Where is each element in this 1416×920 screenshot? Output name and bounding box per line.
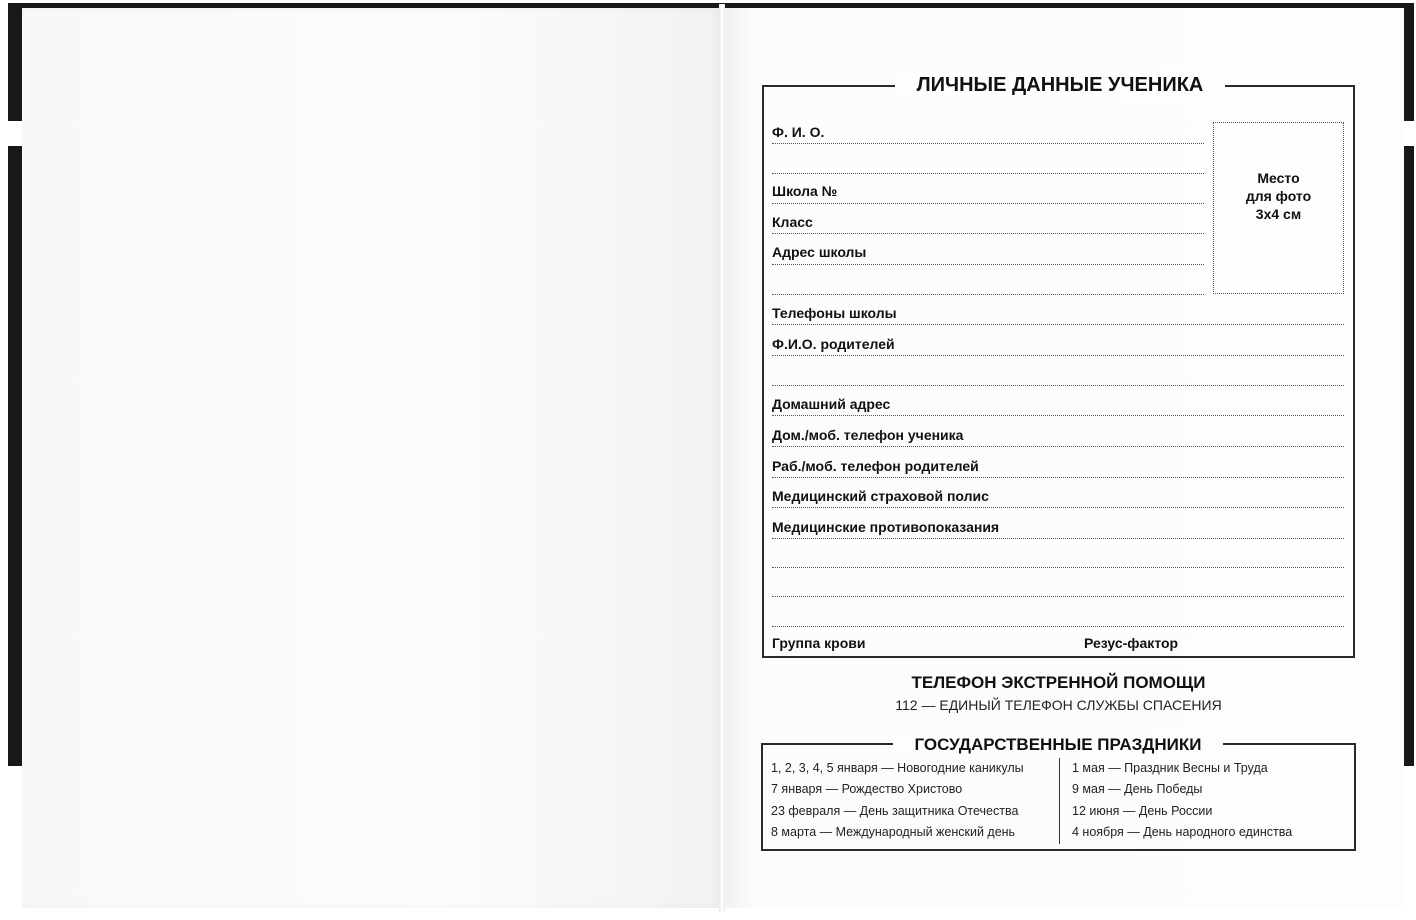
holiday-item: 8 марта — Международный женский день [771,825,1016,839]
emergency-title: ТЕЛЕФОН ЭКСТРЕННОЙ ПОМОЩИ [911,673,1206,692]
contraindications-line-3[interactable] [772,596,1344,597]
insurance-line[interactable] [772,507,1344,508]
school-address-line-2[interactable] [772,294,1204,295]
field-school-phones-label: Телефоны школы [772,305,897,321]
holiday-item: 4 ноября — День народного единства [1072,825,1293,839]
left-page-blank [22,8,722,908]
school-address-line-1[interactable] [772,264,1204,265]
field-fio-label: Ф. И. О. [772,124,825,140]
field-insurance-label: Медицинский страховой полис [772,488,989,504]
notebook-spine [719,4,725,912]
field-student-phone-label: Дом./моб. телефон ученика [772,427,964,443]
holiday-item: 23 февраля — День защитника Отечества [771,804,1019,818]
field-contraindications-label: Медицинские противопоказания [772,519,1000,535]
fio-line-1[interactable] [772,143,1204,144]
parents-line-2[interactable] [772,385,1344,386]
photo-caption-line-3: 3х4 см [1255,206,1302,222]
photo-caption-line-1: Место [1257,170,1300,186]
contraindications-line-4[interactable] [772,626,1344,627]
field-blood-group-label: Группа крови [772,635,866,651]
emergency-subtitle: 112 — ЕДИНЫЙ ТЕЛЕФОН СЛУЖБЫ СПАСЕНИЯ [895,697,1222,713]
field-class-label: Класс [772,214,813,230]
fio-line-2[interactable] [772,173,1204,174]
student-phone-line[interactable] [772,446,1344,447]
field-rhesus-label: Резус-фактор [1084,635,1179,651]
photo-placeholder [1213,122,1344,294]
parents-phone-line[interactable] [772,477,1344,478]
photo-caption [1214,169,1343,223]
field-parents-label: Ф.И.О. родителей [772,336,895,352]
school-phones-line[interactable] [772,324,1344,325]
personal-data-title: ЛИЧНЫЕ ДАННЫЕ УЧЕНИКА [895,70,1225,100]
holidays-divider [1059,758,1060,844]
holidays-title: ГОСУДАРСТВЕННЫЕ ПРАЗДНИКИ [893,733,1223,757]
field-school-label: Школа № [772,183,838,199]
field-parents-phone-label: Раб./моб. телефон родителей [772,458,979,474]
holiday-item: 1, 2, 3, 4, 5 января — Новогодние каникулы [771,761,1024,775]
parents-line-1[interactable] [772,355,1344,356]
home-address-line[interactable] [772,415,1344,416]
contraindications-line-1[interactable] [772,538,1344,539]
field-school-address-label: Адрес школы [772,244,867,260]
photo-caption-line-2: для фото [1245,188,1312,204]
holiday-item: 1 мая — Праздник Весны и Труда [1072,761,1268,775]
school-line[interactable] [772,203,1204,204]
class-line[interactable] [772,233,1204,234]
holiday-item: 12 июня — День России [1072,804,1213,818]
holiday-item: 9 мая — День Победы [1072,782,1203,796]
field-home-address-label: Домашний адрес [772,396,891,412]
contraindications-line-2[interactable] [772,567,1344,568]
holiday-item: 7 января — Рождество Христово [771,782,963,796]
